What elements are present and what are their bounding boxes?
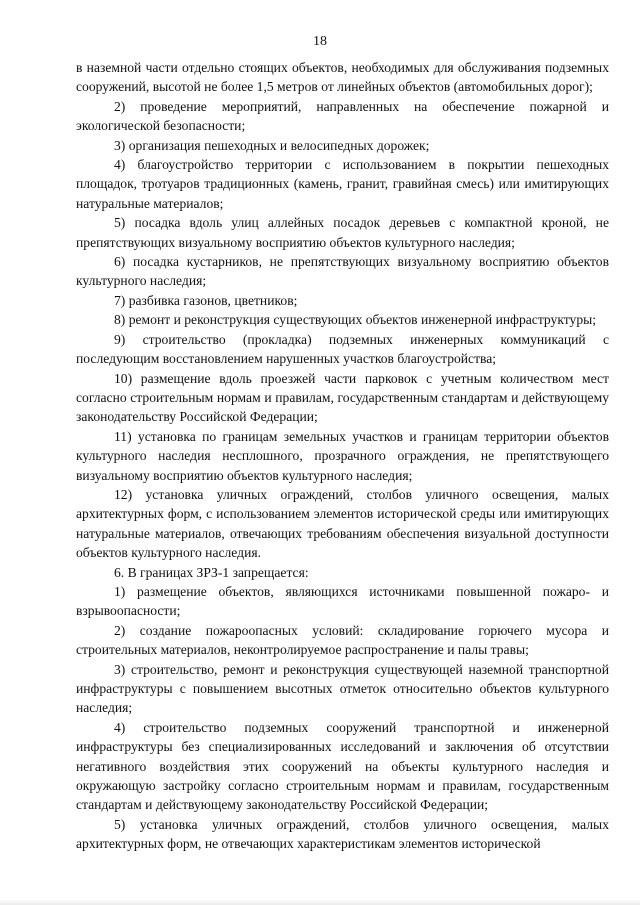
scan-shadow [0, 899, 640, 905]
paragraph: 10) размещение вдоль проезжей части парковок с учетным количеством мест согласно строительным нормам и правилам, государственным стандартам и действующему законодательству Российской Федерации; [76, 370, 609, 425]
document-body [76, 58, 609, 854]
paragraph: 4) строительство подземных сооружений транспортной и инженерной инфраструктуры без специализированных исследований и заключения об отсутствии негативного воздействия этих сооружений на объекты культурного наследия и окружающую застройку согласно строительным нормам и правилам, государственным стандартам и действующему законодательству Российской Федерации; [76, 719, 609, 813]
paragraph: 2) создание пожароопасных условий: складирование горючего мусора и строительных материалов, неконтролируемое распространение и палы травы; [76, 622, 609, 658]
paragraph: 5) установка уличных ограждений, столбов уличного освещения, малых архитектурных форм, не отвечающих характеристикам элементов исторической [76, 816, 609, 852]
paragraph: 4) благоустройство территории с использованием в покрытии пешеходных площадок, тротуаров традиционных (камень, гранит, гравийная смесь) или имитирующих натуральные материалов; [76, 157, 609, 211]
section-heading: 6. В границах ЗРЗ-1 запрещается: [114, 564, 309, 580]
paragraph: 2) проведение мероприятий, направленных на обеспечение пожарной и экологической безопасности; [76, 98, 609, 134]
paragraph: 3) организация пешеходных и велосипедных дорожек; [114, 137, 430, 153]
page-number: 18 [313, 34, 327, 49]
paragraph: 9) строительство (прокладка) подземных инженерных коммуникаций с последующим восстановлением нарушенных участков благоустройства; [76, 331, 609, 367]
paragraph: 11) установка по границам земельных участков и границам территории объектов культурного наследия несплошного, прозрачного ограждения, не препятствующего визуальному восприятию объектов культурного наследия; [76, 428, 609, 483]
paragraph: 7) разбивка газонов, цветников; [114, 292, 298, 308]
paragraph: 3) строительство, ремонт и реконструкция существующей наземной транспортной инфраструктуры с повышением высотных отметок относительно объектов культурного наследия; [76, 661, 609, 716]
paragraph: 5) посадка вдоль улиц аллейных посадок деревьев с компактной кроной, не препятствующих визуальному восприятию объектов культурного наследия; [76, 215, 609, 250]
paragraph: 6) посадка кустарников, не препятствующих визуальному восприятию объектов культурного наследия; [76, 254, 609, 289]
paragraph: 1) размещение объектов, являющихся источниками повышенной пожаро- и взрывоопасности; [76, 583, 609, 619]
paragraph: 12) установка уличных ограждений, столбов уличного освещения, малых архитектурных форм, с использованием элементов исторической среды или имитирующих натуральные материалов, отвечающих требованиям обеспечения визуальной доступности объектов культурного наследия. [76, 486, 609, 561]
paragraph: 8) ремонт и реконструкция существующих объектов инженерной инфраструктуры; [114, 312, 597, 328]
paragraph: в наземной части отдельно стоящих объектов, необходимых для обслуживания подземных сооружений, высотой не более 1,5 метров от линейных объектов (автомобильных дорог); [76, 60, 609, 95]
